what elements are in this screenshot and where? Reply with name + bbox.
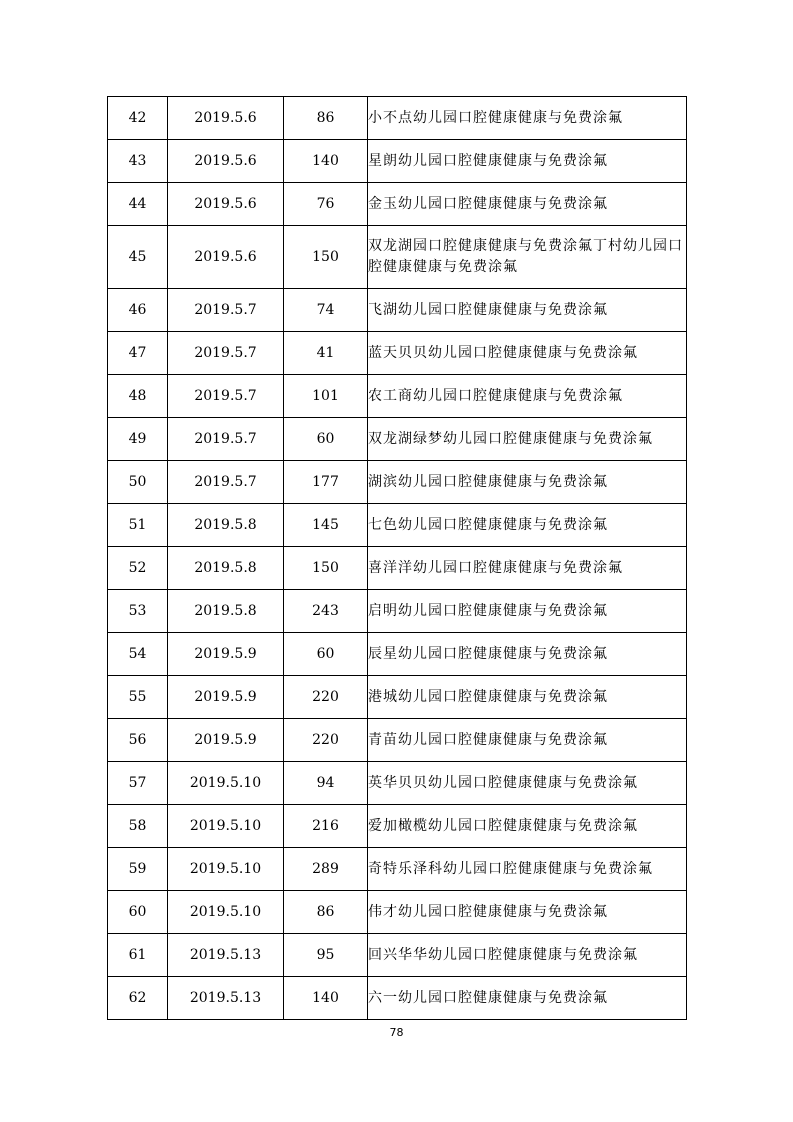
row-date: 2019.5.13: [168, 977, 284, 1020]
row-date: 2019.5.8: [168, 590, 284, 633]
row-count: 140: [284, 977, 368, 1020]
row-date: 2019.5.6: [168, 140, 284, 183]
row-number: 55: [108, 676, 168, 719]
row-description: 奇特乐泽科幼儿园口腔健康健康与免费涂氟: [368, 848, 687, 891]
row-count: 74: [284, 289, 368, 332]
row-date: 2019.5.7: [168, 375, 284, 418]
table-row: [108, 226, 687, 289]
table-row: [108, 97, 687, 140]
row-number: 45: [108, 226, 168, 289]
table-row: [108, 934, 687, 977]
row-date: 2019.5.9: [168, 676, 284, 719]
row-number: 60: [108, 891, 168, 934]
row-count: 177: [284, 461, 368, 504]
row-count: 289: [284, 848, 368, 891]
row-number: 46: [108, 289, 168, 332]
row-count: 86: [284, 891, 368, 934]
row-description: 小不点幼儿园口腔健康健康与免费涂氟: [368, 97, 687, 140]
row-count: 145: [284, 504, 368, 547]
row-description: 青苗幼儿园口腔健康健康与免费涂氟: [368, 719, 687, 762]
row-count: 150: [284, 226, 368, 289]
table-row: [108, 848, 687, 891]
table-row: [108, 633, 687, 676]
table-row: [108, 461, 687, 504]
row-count: 60: [284, 633, 368, 676]
row-number: 62: [108, 977, 168, 1020]
row-count: 60: [284, 418, 368, 461]
row-date: 2019.5.9: [168, 633, 284, 676]
row-description: 双龙湖园口腔健康健康与免费涂氟丁村幼儿园口腔健康健康与免费涂氟: [368, 226, 687, 289]
table-row: [108, 418, 687, 461]
row-description: 六一幼儿园口腔健康健康与免费涂氟: [368, 977, 687, 1020]
row-date: 2019.5.10: [168, 805, 284, 848]
records-table-body: [108, 97, 687, 1020]
row-description: 辰星幼儿园口腔健康健康与免费涂氟: [368, 633, 687, 676]
row-description: 启明幼儿园口腔健康健康与免费涂氟: [368, 590, 687, 633]
row-number: 58: [108, 805, 168, 848]
row-date: 2019.5.13: [168, 934, 284, 977]
table-row: [108, 590, 687, 633]
row-count: 101: [284, 375, 368, 418]
row-date: 2019.5.6: [168, 97, 284, 140]
row-number: 51: [108, 504, 168, 547]
row-count: 243: [284, 590, 368, 633]
table-row: [108, 719, 687, 762]
row-date: 2019.5.7: [168, 332, 284, 375]
row-number: 43: [108, 140, 168, 183]
row-date: 2019.5.7: [168, 418, 284, 461]
row-date: 2019.5.8: [168, 504, 284, 547]
row-count: 94: [284, 762, 368, 805]
row-number: 50: [108, 461, 168, 504]
table-row: [108, 183, 687, 226]
table-row: [108, 289, 687, 332]
row-description: 伟才幼儿园口腔健康健康与免费涂氟: [368, 891, 687, 934]
table-row: [108, 762, 687, 805]
row-description: 港城幼儿园口腔健康健康与免费涂氟: [368, 676, 687, 719]
row-date: 2019.5.8: [168, 547, 284, 590]
table-row: [108, 805, 687, 848]
row-description: 湖滨幼儿园口腔健康健康与免费涂氟: [368, 461, 687, 504]
row-number: 56: [108, 719, 168, 762]
row-description: 爱加橄榄幼儿园口腔健康健康与免费涂氟: [368, 805, 687, 848]
row-description: 喜洋洋幼儿园口腔健康健康与免费涂氟: [368, 547, 687, 590]
row-count: 41: [284, 332, 368, 375]
table-row: [108, 547, 687, 590]
table-row: [108, 891, 687, 934]
row-count: 216: [284, 805, 368, 848]
row-count: 95: [284, 934, 368, 977]
row-description: 英华贝贝幼儿园口腔健康健康与免费涂氟: [368, 762, 687, 805]
row-description: 蓝天贝贝幼儿园口腔健康健康与免费涂氟: [368, 332, 687, 375]
row-count: 150: [284, 547, 368, 590]
row-count: 220: [284, 719, 368, 762]
row-number: 54: [108, 633, 168, 676]
table-row: [108, 977, 687, 1020]
row-date: 2019.5.10: [168, 891, 284, 934]
records-table: [107, 96, 687, 1020]
row-number: 49: [108, 418, 168, 461]
row-date: 2019.5.10: [168, 762, 284, 805]
row-number: 47: [108, 332, 168, 375]
row-description: 星朗幼儿园口腔健康健康与免费涂氟: [368, 140, 687, 183]
row-date: 2019.5.9: [168, 719, 284, 762]
row-count: 86: [284, 97, 368, 140]
row-description: 农工商幼儿园口腔健康健康与免费涂氟: [368, 375, 687, 418]
row-count: 140: [284, 140, 368, 183]
row-date: 2019.5.7: [168, 461, 284, 504]
table-row: [108, 676, 687, 719]
row-count: 220: [284, 676, 368, 719]
table-row: [108, 332, 687, 375]
row-number: 57: [108, 762, 168, 805]
row-description: 七色幼儿园口腔健康健康与免费涂氟: [368, 504, 687, 547]
row-number: 44: [108, 183, 168, 226]
table-row: [108, 504, 687, 547]
row-count: 76: [284, 183, 368, 226]
row-number: 42: [108, 97, 168, 140]
table-row: [108, 375, 687, 418]
row-description: 双龙湖绿梦幼儿园口腔健康健康与免费涂氟: [368, 418, 687, 461]
page-number: 78: [389, 1026, 404, 1039]
row-number: 59: [108, 848, 168, 891]
row-number: 61: [108, 934, 168, 977]
row-date: 2019.5.6: [168, 183, 284, 226]
table-row: [108, 140, 687, 183]
row-date: 2019.5.10: [168, 848, 284, 891]
row-description: 飞湖幼儿园口腔健康健康与免费涂氟: [368, 289, 687, 332]
row-date: 2019.5.7: [168, 289, 284, 332]
row-number: 48: [108, 375, 168, 418]
row-description: 回兴华华幼儿园口腔健康健康与免费涂氟: [368, 934, 687, 977]
row-date: 2019.5.6: [168, 226, 284, 289]
row-description: 金玉幼儿园口腔健康健康与免费涂氟: [368, 183, 687, 226]
row-number: 52: [108, 547, 168, 590]
row-number: 53: [108, 590, 168, 633]
